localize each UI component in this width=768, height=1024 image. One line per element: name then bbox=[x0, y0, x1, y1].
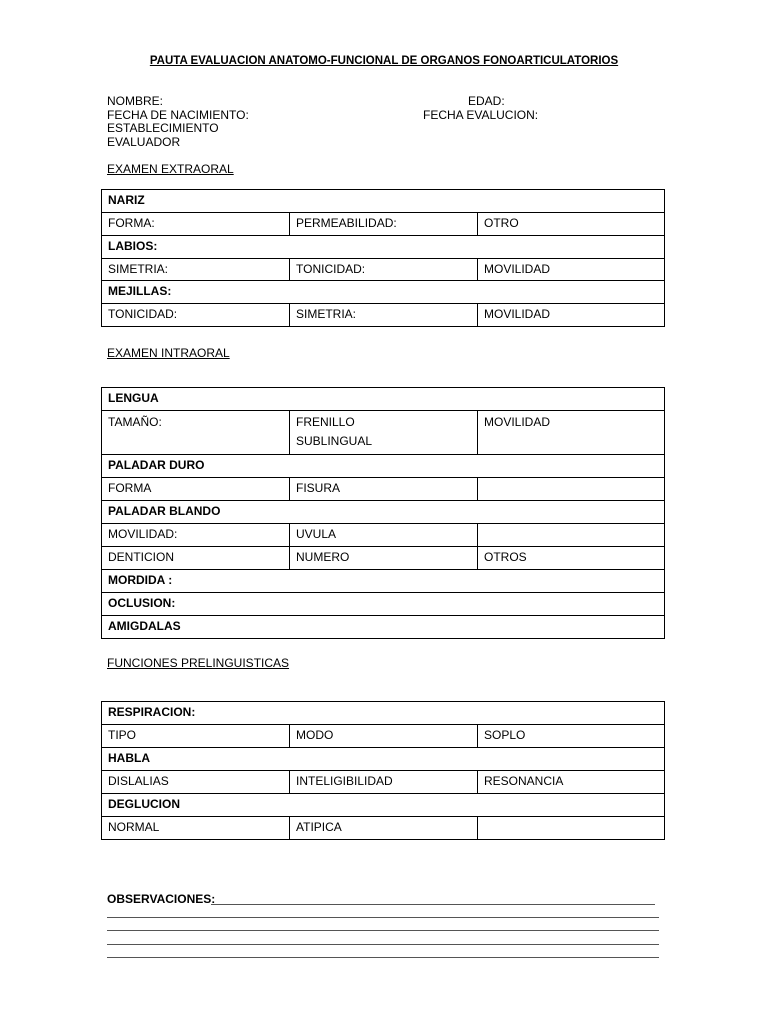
page-title: PAUTA EVALUACION ANATOMO-FUNCIONAL DE ORGANOS FONOARTICULATORIOS bbox=[149, 55, 619, 67]
otros-cell[interactable]: OTROS bbox=[478, 547, 665, 570]
deglucion-normal-cell[interactable]: NORMAL bbox=[102, 817, 290, 840]
lengua-tamano-cell[interactable]: TAMAÑO: bbox=[102, 411, 290, 455]
table-row bbox=[102, 616, 665, 639]
table-row bbox=[102, 213, 665, 236]
edad-label: EDAD: bbox=[468, 94, 505, 108]
nariz-permeabilidad-cell[interactable]: PERMEABILIDAD: bbox=[290, 213, 478, 236]
paladar-duro-header: PALADAR DURO bbox=[102, 455, 665, 478]
establecimiento-label: ESTABLECIMIENTO bbox=[107, 121, 219, 135]
labios-tonicidad-cell[interactable]: TONICIDAD: bbox=[290, 259, 478, 281]
table-row bbox=[102, 771, 665, 794]
table-row bbox=[102, 748, 665, 771]
paladar-duro-forma-cell[interactable]: FORMA bbox=[102, 478, 290, 501]
observaciones-line-4[interactable] bbox=[107, 944, 659, 945]
table-row bbox=[102, 455, 665, 478]
extraoral-table bbox=[101, 189, 665, 327]
deglucion-empty-cell[interactable] bbox=[478, 817, 665, 840]
paladar-duro-empty-cell[interactable] bbox=[478, 478, 665, 501]
table-row bbox=[102, 236, 665, 259]
labios-simetria-cell[interactable]: SIMETRIA: bbox=[102, 259, 290, 281]
habla-header: HABLA bbox=[102, 748, 665, 771]
table-row bbox=[102, 702, 665, 725]
table-row bbox=[102, 478, 665, 501]
table-row bbox=[102, 388, 665, 411]
table-row bbox=[102, 304, 665, 327]
table-row bbox=[102, 411, 665, 455]
observaciones-line-5[interactable] bbox=[107, 957, 659, 958]
fecha-nacimiento-label: FECHA DE NACIMIENTO: bbox=[107, 107, 249, 122]
respiracion-header: RESPIRACION: bbox=[102, 702, 665, 725]
respiracion-soplo-cell[interactable]: SOPLO bbox=[478, 725, 665, 748]
table-row bbox=[102, 524, 665, 547]
prelinguisticas-table bbox=[101, 701, 665, 840]
respiracion-tipo-cell[interactable]: TIPO bbox=[102, 725, 290, 748]
observaciones-line-1[interactable] bbox=[211, 904, 655, 905]
nombre-label: NOMBRE: bbox=[107, 94, 164, 108]
habla-resonancia-cell[interactable]: RESONANCIA bbox=[478, 771, 665, 794]
section-extraoral-heading: EXAMEN EXTRAORAL bbox=[107, 162, 234, 176]
observaciones-label: OBSERVACIONES: bbox=[107, 892, 216, 906]
mejillas-header: MEJILLAS: bbox=[102, 281, 665, 304]
table-row bbox=[102, 593, 665, 616]
table-row bbox=[102, 817, 665, 840]
mejillas-simetria-cell[interactable]: SIMETRIA: bbox=[290, 304, 478, 327]
respiracion-modo-cell[interactable]: MODO bbox=[290, 725, 478, 748]
labios-header: LABIOS: bbox=[102, 236, 665, 259]
table-row bbox=[102, 190, 665, 213]
paladar-blando-empty-cell[interactable] bbox=[478, 524, 665, 547]
labios-movilidad-cell[interactable]: MOVILIDAD bbox=[478, 259, 665, 281]
mordida-row[interactable]: MORDIDA : bbox=[102, 570, 665, 593]
evaluador-label: EVALUADOR bbox=[107, 134, 181, 149]
oclusion-row[interactable]: OCLUSION: bbox=[102, 593, 665, 616]
paladar-blando-uvula-cell[interactable]: UVULA bbox=[290, 524, 478, 547]
observaciones-line-2[interactable] bbox=[107, 917, 659, 918]
table-row bbox=[102, 570, 665, 593]
numero-cell[interactable]: NUMERO bbox=[290, 547, 478, 570]
paladar-duro-fisura-cell[interactable]: FISURA bbox=[290, 478, 478, 501]
amigdalas-row[interactable]: AMIGDALAS bbox=[102, 616, 665, 639]
table-row bbox=[102, 281, 665, 304]
deglucion-atipica-cell[interactable]: ATIPICA bbox=[290, 817, 478, 840]
fecha-evaluacion-label: FECHA EVALUCION: bbox=[423, 107, 539, 122]
paladar-blando-movilidad-cell[interactable]: MOVILIDAD: bbox=[102, 524, 290, 547]
lengua-movilidad-cell[interactable]: MOVILIDAD bbox=[478, 411, 665, 455]
lengua-header: LENGUA bbox=[102, 388, 665, 411]
table-row bbox=[102, 501, 665, 524]
section-intraoral-heading: EXAMEN INTRAORAL bbox=[107, 346, 230, 360]
habla-inteligibilidad-cell[interactable]: INTELIGIBILIDAD bbox=[290, 771, 478, 794]
deglucion-header: DEGLUCION bbox=[102, 794, 665, 817]
paladar-blando-header: PALADAR BLANDO bbox=[102, 501, 665, 524]
denticion-cell[interactable]: DENTICION bbox=[102, 547, 290, 570]
habla-dislalias-cell[interactable]: DISLALIAS bbox=[102, 771, 290, 794]
lengua-frenillo-cell[interactable]: FRENILLO SUBLINGUAL bbox=[290, 411, 478, 455]
table-row bbox=[102, 794, 665, 817]
section-prelinguisticas-heading: FUNCIONES PRELINGUISTICAS bbox=[107, 656, 290, 670]
table-row bbox=[102, 547, 665, 570]
mejillas-tonicidad-cell[interactable]: TONICIDAD: bbox=[102, 304, 290, 327]
nariz-header: NARIZ bbox=[102, 190, 665, 213]
table-row bbox=[102, 259, 665, 281]
nariz-otro-cell[interactable]: OTRO bbox=[478, 213, 665, 236]
mejillas-movilidad-cell[interactable]: MOVILIDAD bbox=[478, 304, 665, 327]
nariz-forma-cell[interactable]: FORMA: bbox=[102, 213, 290, 236]
table-row bbox=[102, 725, 665, 748]
intraoral-table bbox=[101, 387, 665, 639]
observaciones-line-3[interactable] bbox=[107, 930, 659, 931]
